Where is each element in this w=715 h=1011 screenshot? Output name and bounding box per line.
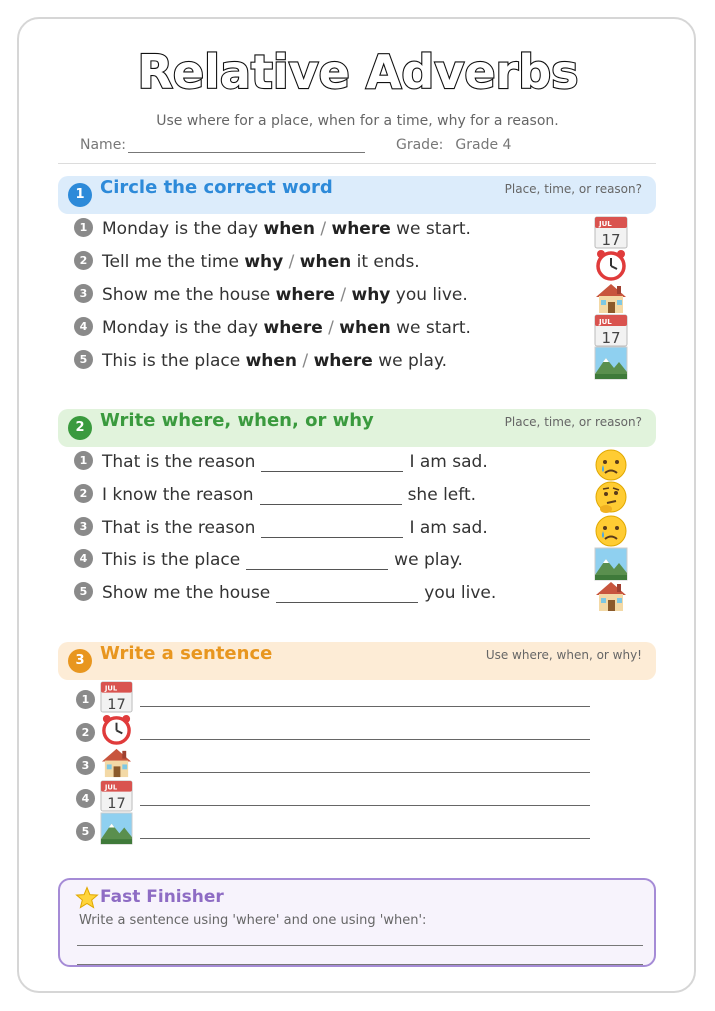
fill-blank-row <box>74 485 476 511</box>
sentence-end: she left. <box>407 485 477 505</box>
svg-text:17: 17 <box>601 231 621 249</box>
crying-face-icon <box>594 514 628 548</box>
sentence-end: it ends. <box>351 252 420 272</box>
section2-header <box>58 409 656 447</box>
fast-finisher-line[interactable] <box>77 945 643 946</box>
section1-hint: Place, time, or reason? <box>504 182 642 196</box>
sentence-end: we start. <box>390 318 471 338</box>
sentence-writing-line[interactable] <box>140 739 590 740</box>
item-number: 1 <box>76 690 95 709</box>
landscape-icon <box>594 346 628 380</box>
section3-number-badge: 3 <box>68 649 92 673</box>
name-label: Name: <box>80 137 127 153</box>
sentence-writing-line[interactable] <box>140 772 590 773</box>
grade-label: Grade: <box>396 137 444 153</box>
sentence-end: we start. <box>390 219 471 239</box>
instructions-subtitle: Use where for a place, when for a time, why for a reason. <box>156 113 559 129</box>
word-option-1[interactable]: where <box>275 285 335 305</box>
circle-word-row <box>74 219 471 245</box>
svg-text:JUL: JUL <box>104 684 118 693</box>
calendar-icon <box>100 680 133 713</box>
item-number: 2 <box>74 251 93 270</box>
word-option-2[interactable]: when <box>299 252 352 272</box>
sentence-end: you live. <box>424 583 497 603</box>
word-option-1[interactable]: when <box>263 219 315 239</box>
answer-blank[interactable] <box>276 586 418 603</box>
sentence-start: Monday is the day <box>102 318 264 338</box>
section1-title: Circle the correct word <box>100 177 333 198</box>
section1-number-badge: 1 <box>68 183 92 207</box>
fast-finisher-title: Fast Finisher <box>100 887 224 907</box>
alarm-clock-icon <box>594 248 628 282</box>
svg-text:17: 17 <box>107 795 126 812</box>
fast-finisher-prompt: Write a sentence using 'where' and one using 'when': <box>79 913 427 928</box>
alarm-clock-icon <box>100 713 133 746</box>
sentence-start: That is the reason <box>102 452 256 472</box>
title-bubble-text <box>123 36 593 108</box>
item-number: 5 <box>74 582 93 601</box>
item-number: 5 <box>76 822 95 841</box>
item-number: 2 <box>74 484 93 503</box>
answer-blank[interactable] <box>260 488 402 505</box>
calendar-icon <box>594 313 628 347</box>
grade-field <box>396 137 511 153</box>
option-separator: / <box>322 318 340 338</box>
calendar-icon <box>594 215 628 249</box>
fill-blank-row <box>74 452 488 478</box>
word-option-2[interactable]: where <box>331 219 391 239</box>
sentence-start: Show me the house <box>102 583 271 603</box>
sentence-end: I am sad. <box>409 452 488 472</box>
sentence-start: Monday is the day <box>102 219 264 239</box>
name-field <box>80 137 365 153</box>
section1-header <box>58 176 656 214</box>
option-separator: / <box>334 285 352 305</box>
house-icon <box>594 579 628 613</box>
fast-finisher-box <box>58 878 656 967</box>
calendar-icon <box>100 779 133 812</box>
answer-blank[interactable] <box>261 455 403 472</box>
answer-blank[interactable] <box>261 521 403 538</box>
svg-text:JUL: JUL <box>599 220 612 228</box>
item-number: 1 <box>74 451 93 470</box>
word-option-2[interactable]: when <box>339 318 391 338</box>
item-number: 3 <box>74 517 93 536</box>
item-number: 2 <box>76 723 95 742</box>
svg-text:JUL: JUL <box>104 783 118 792</box>
circle-word-row <box>74 252 420 278</box>
fill-blank-row <box>74 583 496 609</box>
landscape-icon <box>100 812 133 845</box>
thinking-face-icon <box>594 481 628 515</box>
name-blank[interactable] <box>128 138 365 153</box>
section3-header <box>58 642 656 680</box>
sentence-end: we play. <box>372 351 447 371</box>
answer-blank[interactable] <box>246 553 388 570</box>
sentence-start: Show me the house <box>102 285 276 305</box>
grade-value: Grade 4 <box>455 137 512 153</box>
sentence-writing-line[interactable] <box>140 805 590 806</box>
crying-face-icon <box>594 448 628 482</box>
title-text: Relative Adverbs <box>136 45 579 99</box>
option-separator: / <box>283 252 300 272</box>
section3-hint: Use where, when, or why! <box>485 648 642 662</box>
sentence-start: I know the reason <box>102 485 254 505</box>
fill-blank-row <box>74 550 463 576</box>
item-number: 3 <box>74 284 93 303</box>
sentence-end: you live. <box>390 285 468 305</box>
word-option-1[interactable]: why <box>244 252 284 272</box>
sentence-start: Tell me the time <box>102 252 245 272</box>
word-option-1[interactable]: when <box>245 351 298 371</box>
item-number: 1 <box>74 218 93 237</box>
circle-word-row <box>74 318 471 344</box>
option-separator: / <box>297 351 314 371</box>
item-number: 4 <box>74 317 93 336</box>
star-icon <box>75 886 99 910</box>
sentence-end: we play. <box>394 550 463 570</box>
house-icon <box>100 746 133 779</box>
circle-word-row <box>74 351 447 377</box>
section3-title: Write a sentence <box>100 643 273 664</box>
section2-number-badge: 2 <box>68 416 92 440</box>
house-icon <box>594 281 628 315</box>
svg-text:17: 17 <box>601 329 621 347</box>
svg-text:JUL: JUL <box>599 318 612 326</box>
sentence-start: This is the place <box>102 351 246 371</box>
sentence-start: That is the reason <box>102 518 256 538</box>
svg-text:17: 17 <box>107 696 126 713</box>
item-number: 3 <box>76 756 95 775</box>
sentence-start: This is the place <box>102 550 241 570</box>
item-number: 5 <box>74 350 93 369</box>
option-separator: / <box>314 219 332 239</box>
word-option-2[interactable]: where <box>313 351 373 371</box>
word-option-1[interactable]: where <box>263 318 323 338</box>
item-number: 4 <box>76 789 95 808</box>
sentence-end: I am sad. <box>409 518 488 538</box>
landscape-icon <box>594 547 628 581</box>
sentence-writing-line[interactable] <box>140 838 590 839</box>
item-number: 4 <box>74 549 93 568</box>
section2-hint: Place, time, or reason? <box>504 415 642 429</box>
circle-word-row <box>74 285 468 311</box>
sentence-writing-line[interactable] <box>140 706 590 707</box>
page-title <box>0 36 715 108</box>
section2-title: Write where, when, or why <box>100 410 374 431</box>
header-divider <box>58 163 656 164</box>
fast-finisher-line[interactable] <box>77 964 643 965</box>
fill-blank-row <box>74 518 488 544</box>
word-option-2[interactable]: why <box>351 285 391 305</box>
